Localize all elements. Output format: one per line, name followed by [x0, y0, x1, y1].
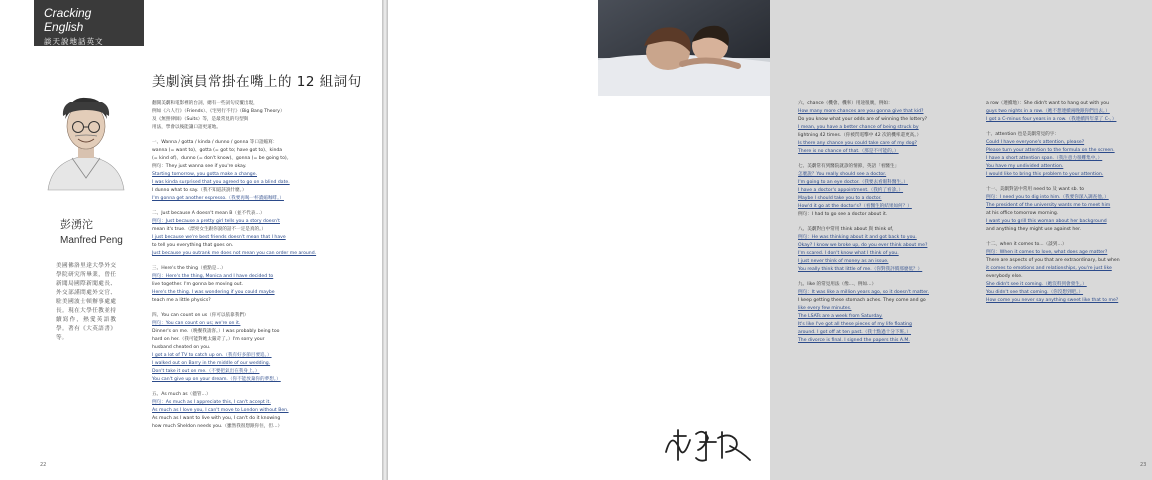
- highlighted-example-line: You didn't see that coming.（你沒想到吧。）: [986, 290, 1084, 295]
- highlighted-example-line: guys two nights in a row.（她不想連續兩晚跟你們出去。）: [986, 109, 1110, 114]
- right-page-number: 23: [1140, 462, 1147, 468]
- paragraph: [152, 100, 332, 132]
- highlighted-example-line: I'm going to an eye doctor.（我要去看眼科醫生。）: [798, 180, 908, 185]
- paragraph: [798, 163, 962, 219]
- highlighted-example-line: Is there any chance you could take care of my dog?: [798, 141, 917, 146]
- paragraph: [152, 139, 332, 203]
- highlighted-example-line: 例句：Just because a pretty girl tells you a story doesn't: [152, 219, 280, 224]
- text-line: lightning 42 times.（你被閃電擊中 42 次的機率還更高。）: [798, 133, 922, 138]
- text-line: live together. I'm gonna be moving out.: [152, 282, 243, 287]
- text-line: 翻開美劇和電影裡的台詞，總有一些詞句反覆出現，: [152, 101, 258, 106]
- left-page: [0, 0, 382, 480]
- highlighted-example-line: The divorce is final. I signed the papers this A.M.: [798, 338, 910, 343]
- highlighted-example-line: 例句：You can count on us; we're on it.: [152, 321, 241, 326]
- text-line: 四、You can count on us（你可以依靠我們）: [152, 313, 249, 318]
- text-line: 三、Here's the thing（重點是…）: [152, 266, 226, 271]
- paragraph: [798, 100, 962, 156]
- text-line: 十一、美劇對話中常用 need to 及 want sb. to: [986, 187, 1085, 192]
- highlighted-example-line: The LSATs are a week from Saturday.: [798, 314, 883, 319]
- highlighted-example-line: I just because we're best friends doesn't mean that I have: [152, 235, 286, 240]
- author-bio: 美國佛洛里達大學外交學院研究所畢業，曾任新聞局國際新聞處長、外交部謹問處外交官、駐美國波士頓辦事處處長。現在大學任教並持續寫作，熱愛英語教學。著有《大英語書》等。: [56, 263, 116, 341]
- highlighted-example-line: like every few minutes.: [798, 306, 852, 311]
- highlighted-example-line: it comes to emotions and relationships, you're just like: [986, 266, 1112, 271]
- text-line: 十二、when it comes to...（談到…）: [986, 242, 1067, 247]
- couple-in-bed-photo: [598, 0, 770, 96]
- text-line: (= kind of)、dunno (= don't know)、gonna (= be going to)。: [152, 156, 292, 161]
- highlighted-example-line: She didn't see it coming.（她沒料到會發生。）: [986, 282, 1087, 287]
- text-line: wanna (= want to)、gotta (= got to; have got to)、kinda: [152, 148, 283, 153]
- highlighted-example-line: I have a doctor's appointment.（我約了看診。）: [798, 188, 904, 193]
- highlighted-example-line: How'd it go at the doctor's?（看醫生的結果如何？）: [798, 204, 912, 209]
- text-line: mean it's true.（漂亮女生跟你說的話不一定是真的。）: [152, 227, 266, 232]
- text-line: 一、Wanna / gotta / kinda / dunno / gonna 等口語縮寫：: [152, 140, 278, 145]
- highlighted-example-line: You really think that little of me.（你對我評價那麼低？）: [798, 267, 923, 272]
- highlighted-example-line: Just because you outrank me does not mean you can order me around.: [152, 251, 317, 256]
- paragraph: [986, 131, 1152, 179]
- text-line: a row（連續地）：She didn't want to hang out with you: [986, 101, 1110, 106]
- highlighted-example-line: I'm gonna get another espresso.（我要再喝一杯濃縮咖啡。）: [152, 196, 284, 201]
- text-line: Do you know what your odds are of winning the lottery?: [798, 117, 928, 122]
- highlighted-example-line: Starting tomorrow, you gotta make a change.: [152, 172, 257, 177]
- text-line: I keep getting these stomach aches. They come and go: [798, 298, 926, 303]
- highlighted-example-line: How come you never say anything sweet like that to me?: [986, 298, 1119, 303]
- highlighted-example-line: 例句：As much as I appreciate this, I can't accept it.: [152, 400, 271, 405]
- author-signature: [660, 422, 756, 466]
- highlighted-example-line: I mean, you have a better chance of being struck by: [798, 125, 919, 130]
- text-line: I dunno what to say.（我不知道該說什麼。）: [152, 188, 247, 193]
- highlighted-example-line: Maybe I should take you to a doctor.: [798, 196, 882, 201]
- paragraph: [798, 226, 962, 274]
- highlighted-example-line: 例句：I need you to dig into him.（我要你深入調查他。）: [986, 195, 1109, 200]
- highlighted-example-line: Don't take it out on me.（不要把氣出在我身上。）: [152, 369, 260, 374]
- text-line: everybody else.: [986, 274, 1023, 279]
- text-line: 例句：I had to go see a doctor about it.: [798, 212, 888, 217]
- highlighted-example-line: How many more chances are you gonna give that kid?: [798, 109, 924, 114]
- highlighted-example-line: I was kinda surprised that you agreed to go on a blind date.: [152, 180, 290, 185]
- text-line: 六、chance（機會、機率）用途很廣，例如：: [798, 101, 893, 106]
- highlighted-example-line: I just never think of money as an issue.: [798, 259, 889, 264]
- highlighted-example-line: Could I have everyone's attention, please?: [986, 140, 1085, 145]
- paragraph: [986, 186, 1152, 234]
- text-line: 及《無照律師》（Suits）等，是最常見的句型與: [152, 117, 249, 122]
- paragraph: [152, 265, 332, 305]
- paragraph: [152, 312, 332, 384]
- text-line: 五、As much as（儘管…）: [152, 392, 211, 397]
- highlighted-example-line: You have my undivided attention.: [986, 164, 1064, 169]
- highlighted-example-line: 例句：Here's the thing, Monica and I have decided to: [152, 274, 274, 279]
- highlighted-example-line: Okay? I know we broke up, do you ever think about me?: [798, 243, 928, 248]
- text-line: As much as I want to live with you, I can't do it knowing: [152, 416, 281, 421]
- highlighted-example-line: As much as I love you, I can't move to London without Ben.: [152, 408, 289, 413]
- highlighted-example-line: I got a C-minus four years in a row.（我連續四年拿了 C-。）: [986, 117, 1117, 122]
- highlighted-example-line: I would like to bring this problem to your attention.: [986, 172, 1104, 177]
- paragraph: [798, 281, 962, 345]
- paragraph: [986, 100, 1152, 124]
- text-line: teach me a little physics?: [152, 298, 211, 303]
- highlighted-example-line: Please turn your attention to the formula on the screen.: [986, 148, 1115, 153]
- highlighted-example-line: It's like I've got all these pieces of my life floating: [798, 322, 912, 327]
- highlighted-example-line: I want you to grill this woman about her background: [986, 219, 1107, 224]
- text-line: 七、美劇常有到醫院就診的情節，英語「看醫生」: [798, 164, 900, 169]
- text-line: to tell you everything that goes on.: [152, 243, 234, 248]
- text-line: hard on her.（我可能對她太嚴苛了。）I'm sorry your: [152, 337, 265, 342]
- highlighted-example-line: I have a short attention span.（我注意力很難集中。）: [986, 156, 1103, 161]
- highlighted-example-line: 例句：When it comes to love, what does age matter?: [986, 250, 1108, 255]
- paragraph: [986, 241, 1152, 305]
- article-title: 美劇演員常掛在嘴上的 12 組詞句: [152, 74, 362, 90]
- highlighted-example-line: 怎麼說？You really should see a doctor.: [798, 172, 887, 177]
- author-portrait: [42, 86, 130, 190]
- column-title-english: Cracking English: [44, 6, 92, 34]
- text-line: 用法，學會以後能讓口語更道地。: [152, 125, 221, 130]
- column-brand-block: [34, 0, 144, 46]
- author-name-chinese: 彭湧沱: [60, 218, 93, 231]
- text-line: at his office tomorrow morning.: [986, 211, 1059, 216]
- author-byline: [60, 216, 123, 246]
- highlighted-example-line: I got a lot of TV to catch up on.（我有好多節目要追。）: [152, 353, 272, 358]
- column-title-chinese: 談天說地話英文: [44, 37, 104, 46]
- right-page-body-column-2: [986, 100, 1152, 312]
- paragraph: [152, 210, 332, 258]
- highlighted-example-line: The president of the university wants me to meet him: [986, 203, 1111, 208]
- paragraph: [152, 391, 332, 431]
- highlighted-example-line: Here's the thing. I was wondering if you could maybe: [152, 290, 275, 295]
- highlighted-example-line: You can't give up on your dream.（你不能放棄你的夢想。）: [152, 377, 281, 382]
- text-line: 八、美劇對白中常用 think about 與 think of，: [798, 227, 897, 232]
- text-line: Dinner's on me.（晚餐我請客。）I was probably being too: [152, 329, 280, 334]
- text-line: 例句：They just wanna see if you're okay.: [152, 164, 247, 169]
- text-line: 二、Just because A doesn't mean B（並不代表…）: [152, 211, 265, 216]
- highlighted-example-line: I'm scared. I don't know what I think of you.: [798, 251, 899, 256]
- text-line: 九、like 的常見用法（像…、例如…）: [798, 282, 877, 287]
- text-line: and anything they might use against her.: [986, 227, 1082, 232]
- left-page-body-column: [152, 100, 332, 438]
- text-line: how much Sheldon needs you.（雖然我很想跟你住，但…）: [152, 424, 283, 429]
- right-page-body-column-1: [798, 100, 962, 352]
- highlighted-example-line: 例句：He was thinking about it and got back to you.: [798, 235, 917, 240]
- highlighted-example-line: around. I got off at ten past.（我十點過十分下班。）: [798, 330, 912, 335]
- text-line: 十、attention 也是美劇常見的字：: [986, 132, 1059, 137]
- author-name-english: Manfred Peng: [60, 235, 123, 246]
- text-line: 例如《六人行》（Friends）、《宅男行不行》（Big Bang Theory）: [152, 109, 285, 114]
- text-line: husband cheated on you.: [152, 345, 211, 350]
- highlighted-example-line: 例句：It was like a million years ago, so it doesn't matter.: [798, 290, 929, 295]
- highlighted-example-line: There is no chance of that.（那是不可能的。）: [798, 149, 899, 154]
- highlighted-example-line: I walked out on Barry in the middle of our wedding.: [152, 361, 271, 366]
- text-line: There are aspects of you that are extraordinary, but when: [986, 258, 1120, 263]
- left-page-number: 22: [40, 462, 47, 468]
